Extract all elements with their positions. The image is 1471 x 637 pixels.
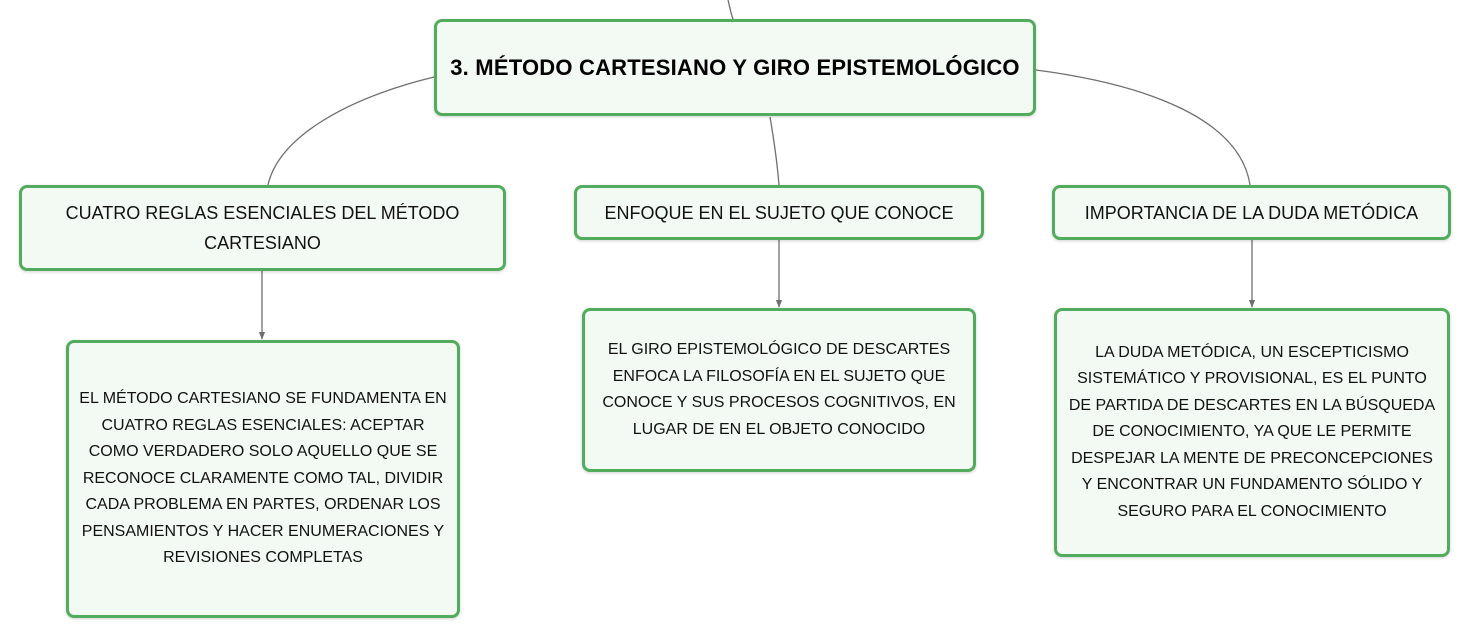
central-topic-node[interactable]	[434, 19, 1036, 116]
branch-node-reglas[interactable]	[19, 185, 506, 271]
connector-parent	[728, 0, 733, 19]
connector-central-to-duda	[1036, 70, 1250, 185]
detail-text-reglas: EL MÉTODO CARTESIANO SE FUNDAMENTA EN CUATRO REGLAS ESENCIALES: ACEPTAR COMO VERDADERO SOLO AQUELLO QUE SE RECONOCE CLARAMENTE COMO TAL, DIVIDIR CADA PROBLEMA EN PARTES, ORDENAR LOS PENSAMIENTOS Y HACER ENUMERACIONES Y REVISIONES COMPLETAS	[79, 390, 447, 567]
detail-node-sujeto[interactable]	[582, 308, 976, 472]
central-topic-label: 3. MÉTODO CARTESIANO Y GIRO EPISTEMOLÓGICO	[450, 54, 1020, 80]
branch-label-duda: IMPORTANCIA DE LA DUDA METÓDICA	[1084, 202, 1419, 223]
branch-node-duda[interactable]	[1052, 185, 1451, 240]
detail-node-reglas[interactable]	[66, 340, 460, 618]
detail-text-sujeto: EL GIRO EPISTEMOLÓGICO DE DESCARTES ENFOCA LA FILOSOFÍA EN EL SUJETO QUE CONOCE Y SUS PROCESOS COGNITIVOS, EN LUGAR DE EN EL OBJETO CONOCIDO	[602, 341, 956, 438]
detail-node-duda[interactable]	[1054, 308, 1450, 557]
branch-label-sujeto: ENFOQUE EN EL SUJETO QUE CONOCE	[604, 202, 954, 223]
connector-central-to-sujeto	[770, 117, 779, 185]
detail-text-duda: LA DUDA METÓDICA, UN ESCEPTICISMO SISTEMÁTICO Y PROVISIONAL, ES EL PUNTO DE PARTIDA DE DESCARTES EN LA BÚSQUEDA DE CONOCIMIENTO, YA QUE LE PERMITE DESPEJAR LA MENTE DE PRECONCEPCIONES Y ENCONTRAR UN FUNDAMENTO SÓLIDO Y SEGURO PARA EL CONOCIMIENTO	[1068, 343, 1436, 520]
connector-central-to-reglas	[268, 77, 434, 185]
branch-label-reglas: CUATRO REGLAS ESENCIALES DEL MÉTODO CARTESIANO	[65, 203, 460, 253]
branch-node-sujeto[interactable]	[574, 185, 984, 240]
